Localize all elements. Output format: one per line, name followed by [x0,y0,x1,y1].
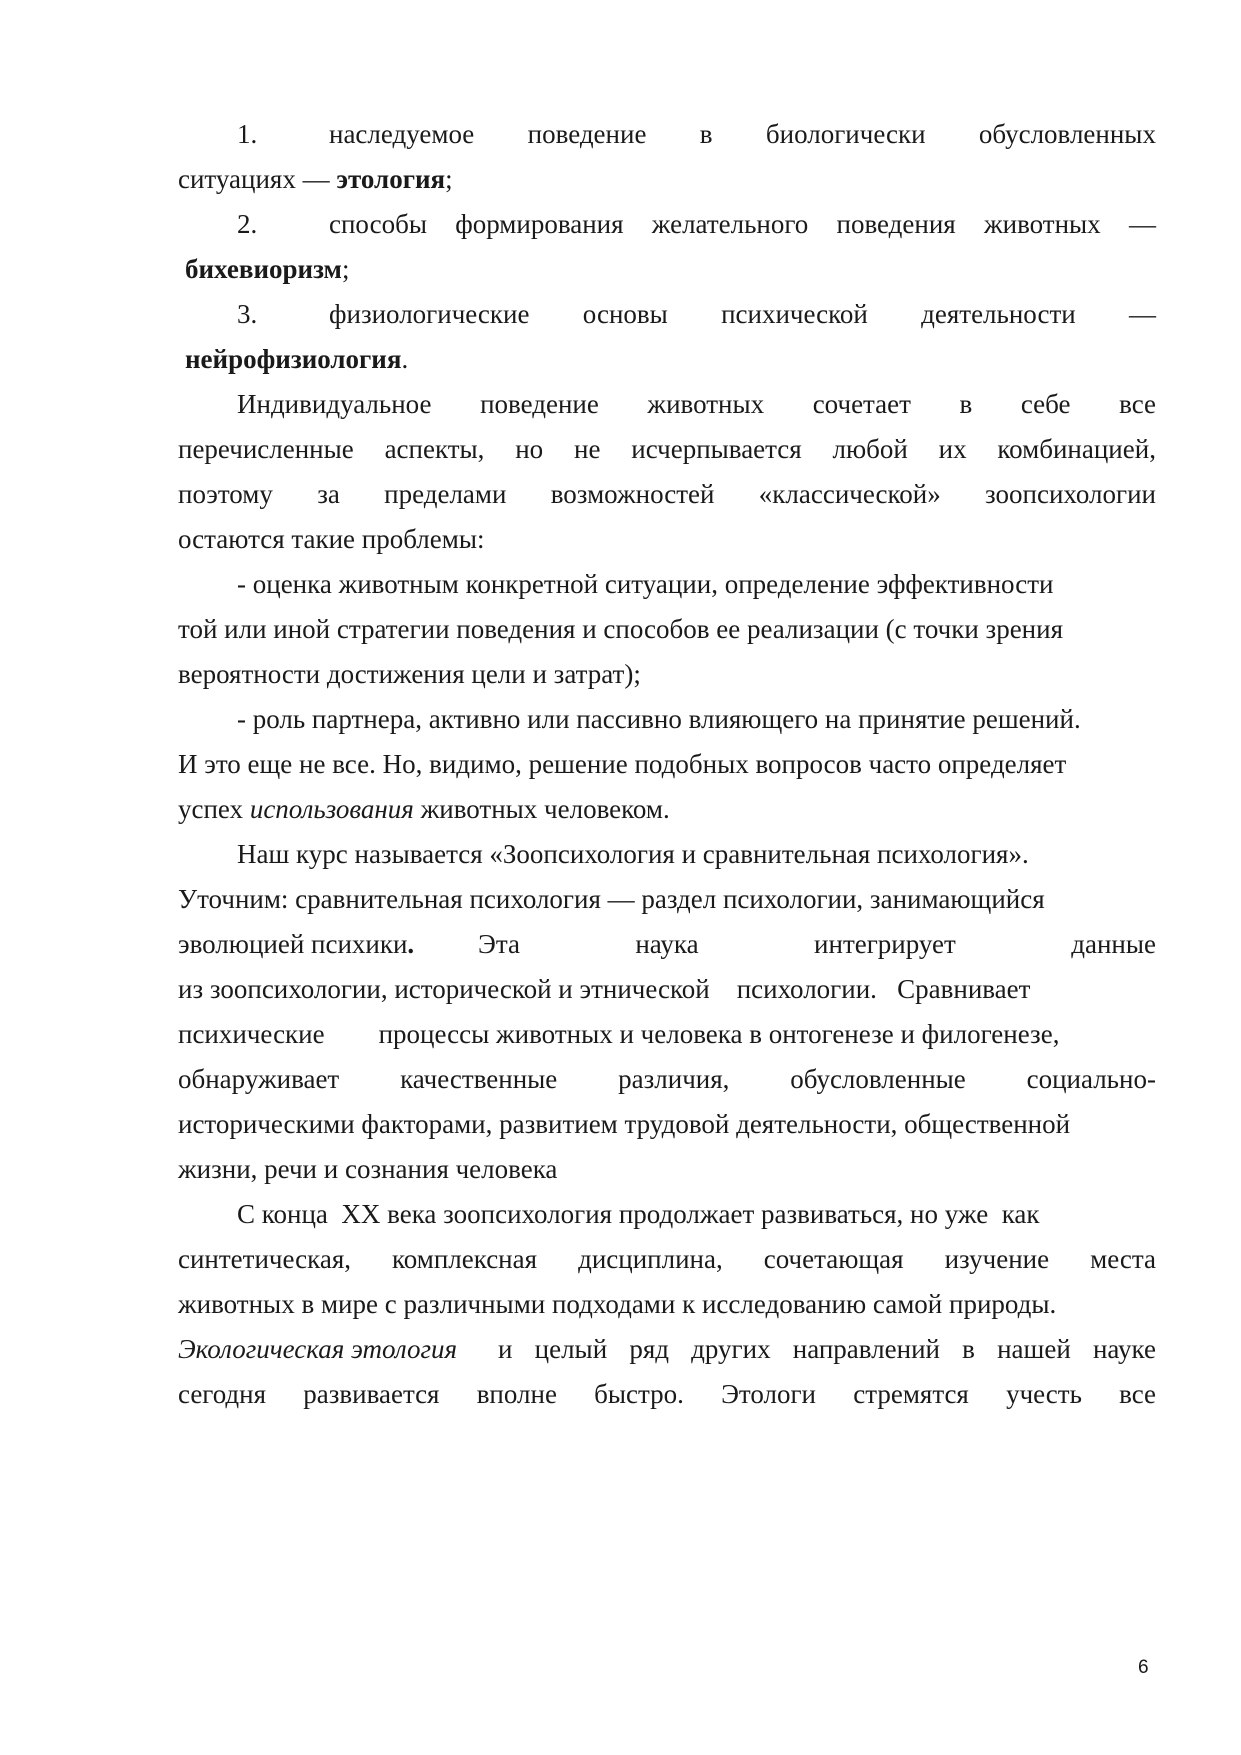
emphasis: Экологическая этология [178,1334,458,1364]
list-item-1-line-2 [178,162,1156,196]
word: способы [329,209,427,239]
p4-line-1: Наш курс называется «Зоопсихология и сравнительная психология». [237,839,1029,869]
word: целый [534,1334,608,1364]
word: ряд [629,1334,669,1364]
word: животных [983,209,1101,239]
word: пределами [384,479,507,509]
word: основы [582,299,668,329]
word: социально- [1026,1064,1156,1094]
word: биологически [765,119,926,149]
word: интегрирует [814,929,956,959]
term-neurophysiology: нейрофизиология [185,344,402,374]
word: животных [647,389,765,419]
word: не [574,434,601,464]
word: в [962,1334,975,1364]
word: любой [832,434,908,464]
list-item-3-line-2 [185,342,1163,376]
word: Индивидуальное [237,389,432,419]
p4-line-3 [178,927,1156,961]
word: аспекты, [384,434,485,464]
word: качественные [400,1064,558,1094]
word: стремятся [853,1379,969,1409]
p4-line-3-lead [178,927,478,961]
p5-line-5 [178,1377,1156,1411]
word: науке [1092,1334,1156,1364]
list-item-1-line-1 [237,117,1156,151]
punct: . [401,344,409,374]
word: психической [721,299,868,329]
page-number: 6 [1138,1657,1149,1678]
text: ситуациях — [178,164,337,194]
word: данные [1071,929,1156,959]
p3-line-1: - роль партнера, активно или пассивно влияющего на принятие решений. [237,704,1081,734]
p2-line-1: - оценка животным конкретной ситуации, определение эффективности [237,569,1054,599]
word: дисциплина, [578,1244,723,1274]
word: за [317,479,340,509]
list-item-2-number: 2. [237,209,258,239]
word: все [1119,1379,1156,1409]
word: сегодня [178,1379,267,1409]
word: перечисленные [178,434,354,464]
word: в [699,119,713,149]
word: возможностей [550,479,715,509]
word: поведения [836,209,956,239]
word: — [1128,209,1156,239]
term-behaviorism: бихевиоризм [185,254,342,284]
p3-line-2: И это еще не все. Но, видимо, решение подобных вопросов часто определяет [178,749,1067,779]
text: эволюцией психики [178,929,408,959]
punct: . [407,929,415,959]
punct: ; [445,164,453,194]
word: направлений [792,1334,940,1364]
p4-line-4: из зоопсихологии, исторической и этнической психологии. Сравнивает [178,974,1031,1004]
p5-line-4 [178,1332,1156,1366]
p4-line-3-words [478,927,1156,961]
p5-line-2 [178,1242,1156,1276]
word: комплексная [392,1244,538,1274]
word: физиологические [329,299,530,329]
word: других [691,1334,771,1364]
word: синтетическая, [178,1244,351,1274]
word: но [515,434,544,464]
word: комбинацией, [997,434,1156,464]
list-item-3-words [329,297,1156,331]
list-item-2-line-2 [185,252,1163,286]
list-item-1-words [329,117,1156,151]
p3-line-3 [178,792,1156,826]
word: быстро. [594,1379,684,1409]
p1-line-2 [178,432,1156,466]
word: деятельности [921,299,1076,329]
p5-line-3: животных в мире с различными подходами к исследованию самой природы. [178,1289,1057,1319]
p1-line-1 [237,387,1156,421]
word: сочетает [812,389,911,419]
list-item-3-number: 3. [237,299,258,329]
p5-line-4-words [498,1332,1156,1366]
text: животных человеком. [413,794,670,824]
word: нашей [997,1334,1071,1364]
word: поэтому [178,479,273,509]
word: желательного [651,209,809,239]
word: в [959,389,973,419]
emphasis: использования [249,794,414,824]
word: «классической» [758,479,941,509]
word: Эта [478,929,520,959]
word: обнаруживает [178,1064,340,1094]
word: изучение [944,1244,1050,1274]
term-ethology: этология [336,164,446,194]
word: наука [635,929,699,959]
p1-line-4: остаются такие проблемы: [178,524,485,554]
p1-line-3 [178,477,1156,511]
word: их [938,434,967,464]
p4-line-2: Уточним: сравнительная психология — раздел психологии, занимающийся [178,884,1045,914]
p4-line-8: жизни, речи и сознания человека [178,1154,558,1184]
word: обусловленных [978,119,1156,149]
word: поведение [480,389,599,419]
p4-line-6 [178,1062,1156,1096]
list-item-1-number: 1. [237,119,258,149]
word: себе [1020,389,1071,419]
word: и [498,1334,513,1364]
word: исчерпывается [631,434,802,464]
word: обусловленные [790,1064,966,1094]
word: вполне [476,1379,557,1409]
p4-line-7: историческими факторами, развитием трудовой деятельности, общественной [178,1109,1071,1139]
word: наследуемое [329,119,475,149]
p2-line-3: вероятности достижения цели и затрат); [178,659,641,689]
word: поведение [527,119,647,149]
list-item-2-line-1 [237,207,1156,241]
list-item-2-words [329,207,1156,241]
word: сочетающая [763,1244,904,1274]
list-item-3-line-1 [237,297,1156,331]
word: развивается [303,1379,440,1409]
p5-line-1: С конца XX века зоопсихология продолжает развиваться, но уже как [237,1199,1040,1229]
word: различия, [618,1064,730,1094]
word: формирования [455,209,624,239]
p4-line-5: психические процессы животных и человека в онтогенезе и филогенезе, [178,1019,1060,1049]
p2-line-2: той или иной стратегии поведения и способов ее реализации (с точки зрения [178,614,1064,644]
word: — [1129,299,1156,329]
word: зоопсихологии [985,479,1156,509]
word: Этологи [721,1379,817,1409]
word: учесть [1006,1379,1082,1409]
punct: ; [341,254,350,284]
word: места [1090,1244,1156,1274]
text: успех [178,794,250,824]
word: все [1119,389,1156,419]
